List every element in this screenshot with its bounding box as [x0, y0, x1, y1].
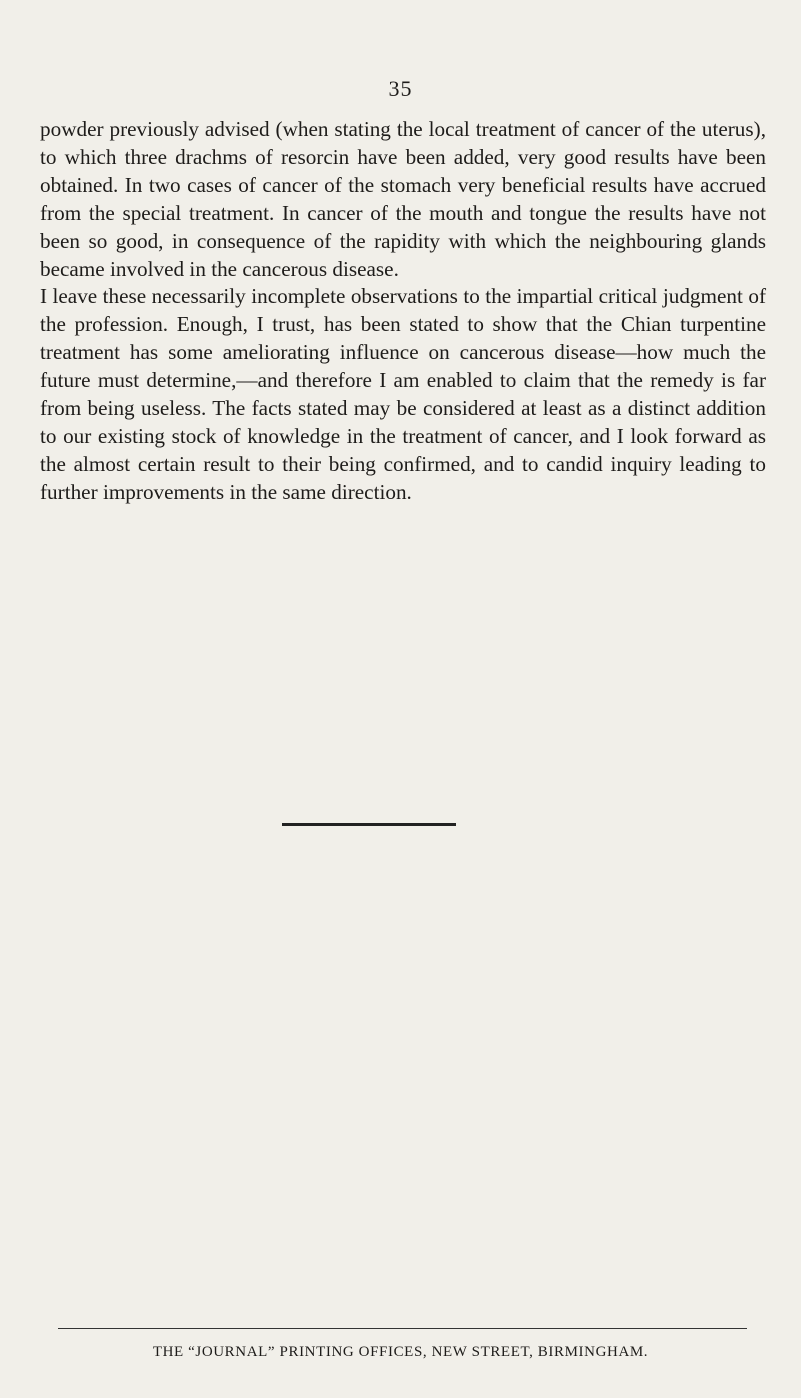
- body-text: [40, 116, 766, 507]
- section-end-rule: [282, 823, 456, 826]
- paragraph: powder previously advised (when stating the local treatment of cancer of the uterus), to which three drachms of resorcin have been added, very good results have been obtained. In two cases of cancer of the stomach very beneficial results have accrued from the special treatment. In cancer of the mouth and tongue the results have not been so good, in consequence of the rapidity with which the neighbouring glands became involved in the cancerous disease.: [40, 117, 766, 281]
- printer-imprint: THE “JOURNAL” PRINTING OFFICES, NEW STREET, BIRMINGHAM.: [152, 1344, 649, 1360]
- page-number: 35: [388, 76, 413, 101]
- footer-rule: [58, 1328, 747, 1329]
- paragraph: I leave these necessarily incomplete observations to the impartial critical judgment of the profession. Enough, I trust, has been stated to show that the Chian turpentine treatment has some ameliorating influence on cancerous disease—how much the future must determine,—and therefore I am enabled to claim that the remedy is far from being useless. The facts stated may be considered at least as a distinct addition to our existing stock of knowledge in the treatment of cancer, and I look forward as the almost certain result to their being confirmed, and to candid inquiry leading to further improvements in the same direction.: [40, 284, 766, 504]
